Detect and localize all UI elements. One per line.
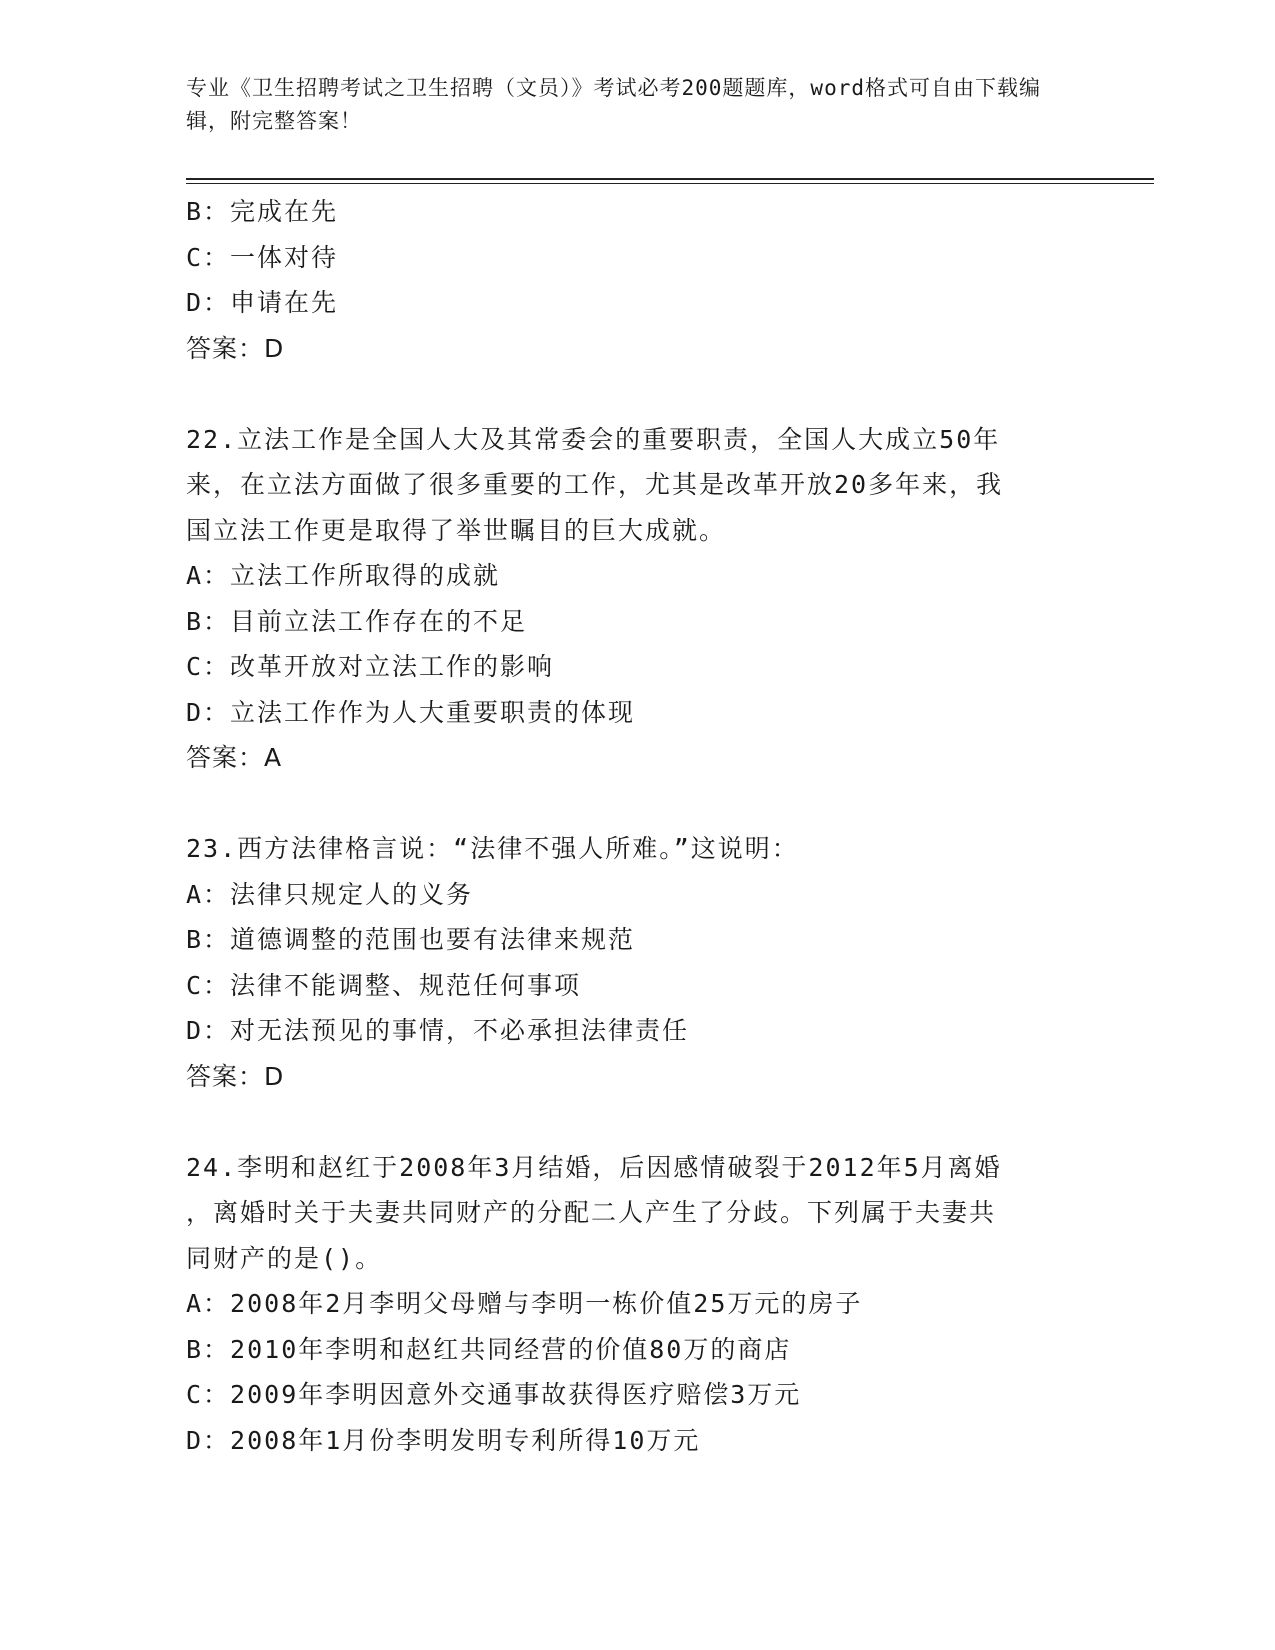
option-d: D：2008年1月份李明发明专利所得10万元 — [186, 1425, 701, 1455]
question-list — [186, 189, 1086, 1463]
option-c: C：改革开放对立法工作的影响 — [186, 652, 555, 681]
option-b: B：目前立法工作存在的不足 — [186, 606, 528, 636]
question-stem: ，离婚时关于夫妻共同财产的分配二人产生了分歧。下列属于夫妻共 — [186, 1198, 997, 1227]
question-stem: 同财产的是()。 — [186, 1243, 383, 1273]
option-d: D：申请在先 — [186, 288, 339, 317]
question-stem: 24.李明和赵红于2008年3月结婚，后因感情破裂于2012年5月离婚 — [186, 1152, 1002, 1182]
option-b: B：道德调整的范围也要有法律来规范 — [186, 925, 636, 954]
answer-line: 答案：A — [186, 743, 283, 772]
question-stem: 22.立法工作是全国人大及其常委会的重要职责，全国人大成立50年 — [186, 424, 1001, 454]
header-divider-thin — [186, 183, 1154, 184]
option-c: C：一体对待 — [186, 242, 339, 272]
question-stem: 国立法工作更是取得了举世瞩目的巨大成就。 — [186, 515, 727, 545]
option-a: A：2008年2月李明父母赠与李明一栋价值25万元的房子 — [186, 1289, 863, 1318]
answer-line: 答案：D — [186, 333, 285, 363]
option-c: C：2009年李明因意外交通事故获得医疗赔偿3万元 — [186, 1380, 802, 1409]
header-divider-thick — [186, 178, 1154, 180]
answer-line: 答案：D — [186, 1061, 285, 1091]
option-a: A：法律只规定人的义务 — [186, 879, 474, 909]
option-c: C：法律不能调整、规范任何事项 — [186, 970, 582, 1000]
option-d: D：立法工作作为人大重要职责的体现 — [186, 697, 636, 727]
question-stem: 23.西方法律格言说：“法律不强人所难。”这说明： — [186, 834, 799, 863]
option-d: D：对无法预见的事情，不必承担法律责任 — [186, 1016, 690, 1045]
option-a: A：立法工作所取得的成就 — [186, 561, 501, 590]
question-stem: 来，在立法方面做了很多重要的工作，尤其是改革开放20多年来，我 — [186, 470, 1004, 499]
document-header: 专业《卫生招聘考试之卫生招聘（文员）》考试必考200题题库，word格式可自由下载编辑，附完整答案！ — [186, 76, 1041, 133]
option-b: B：2010年李明和赵红共同经营的价值80万的商店 — [186, 1334, 792, 1364]
option-b: B：完成在先 — [186, 197, 339, 226]
